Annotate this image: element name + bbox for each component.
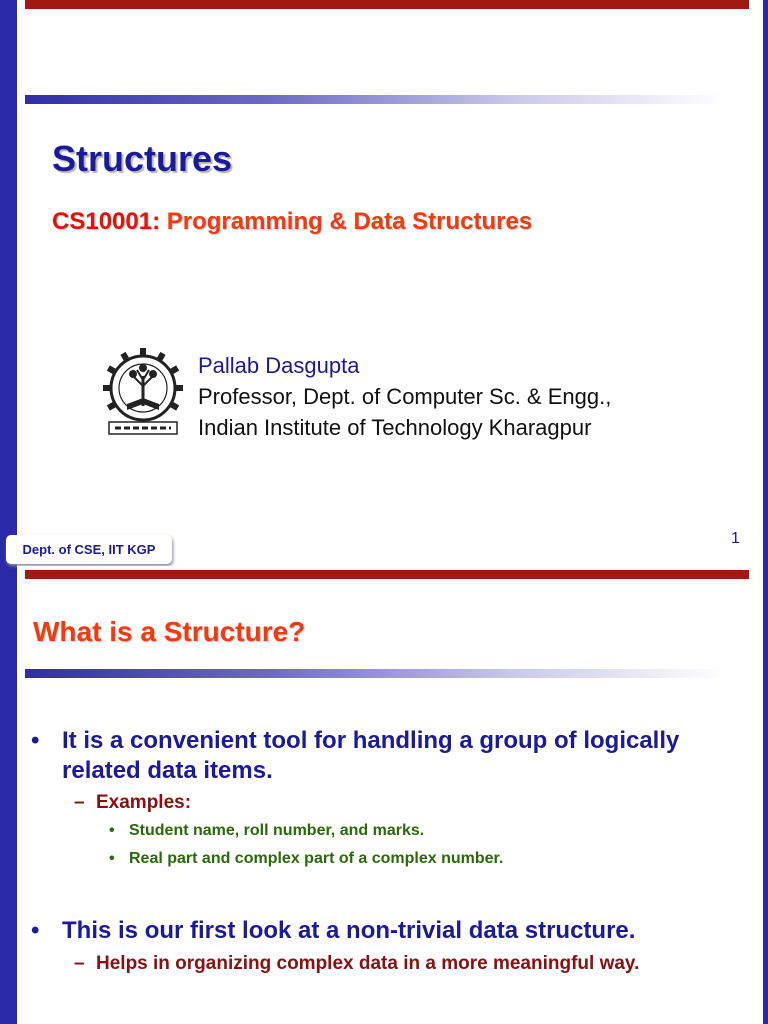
author-institute: Indian Institute of Technology Kharagpur (198, 415, 592, 440)
sub-bullet-text: Examples: (96, 792, 192, 813)
bullet-item (31, 726, 731, 786)
bullet-icon: • (109, 822, 115, 839)
course-name: Programming & Data Structures (160, 208, 533, 235)
course-subtitle (52, 208, 532, 236)
author-block (198, 350, 611, 443)
bullet-icon: • (31, 917, 40, 944)
sub-bullet-item (74, 953, 639, 975)
top-red-bar (25, 570, 749, 579)
bullet-text: This is our first look at a non-trivial data structure. (62, 917, 636, 944)
course-code: CS10001: (52, 208, 161, 235)
dash-icon: – (74, 792, 85, 813)
right-frame-bar (763, 0, 768, 1024)
sub-bullet-item (74, 792, 191, 814)
slide-title: What is a Structure? (33, 616, 306, 647)
sub-sub-bullet-item (109, 850, 503, 868)
title-gradient-bar (25, 95, 725, 104)
slide-1 (17, 0, 763, 566)
page-number: 1 (731, 530, 740, 547)
bullet-item (31, 916, 731, 946)
author-name: Pallab Dasgupta (198, 353, 360, 378)
slide-2 (17, 566, 763, 1024)
bullet-icon: • (31, 727, 40, 754)
sub-sub-bullet-text: Real part and complex part of a complex number. (129, 850, 504, 867)
dept-footer-badge: Dept. of CSE, IIT KGP (6, 535, 172, 564)
bullet-icon: • (109, 850, 115, 867)
author-position: Professor, Dept. of Computer Sc. & Engg., (198, 384, 612, 409)
left-frame-bar (0, 0, 17, 1024)
bullet-text: It is a convenient tool for handling a group of logically related data items. (62, 727, 680, 784)
top-red-bar (25, 0, 749, 9)
slide-title: Structures (52, 138, 233, 179)
sub-bullet-text: Helps in organizing complex data in a more meaningful way. (96, 953, 640, 974)
sub-sub-bullet-item (109, 822, 424, 840)
dash-icon: – (74, 953, 85, 974)
sub-sub-bullet-text: Student name, roll number, and marks. (129, 822, 425, 839)
iit-kgp-emblem-icon (103, 346, 183, 436)
title-gradient-bar (25, 669, 725, 678)
